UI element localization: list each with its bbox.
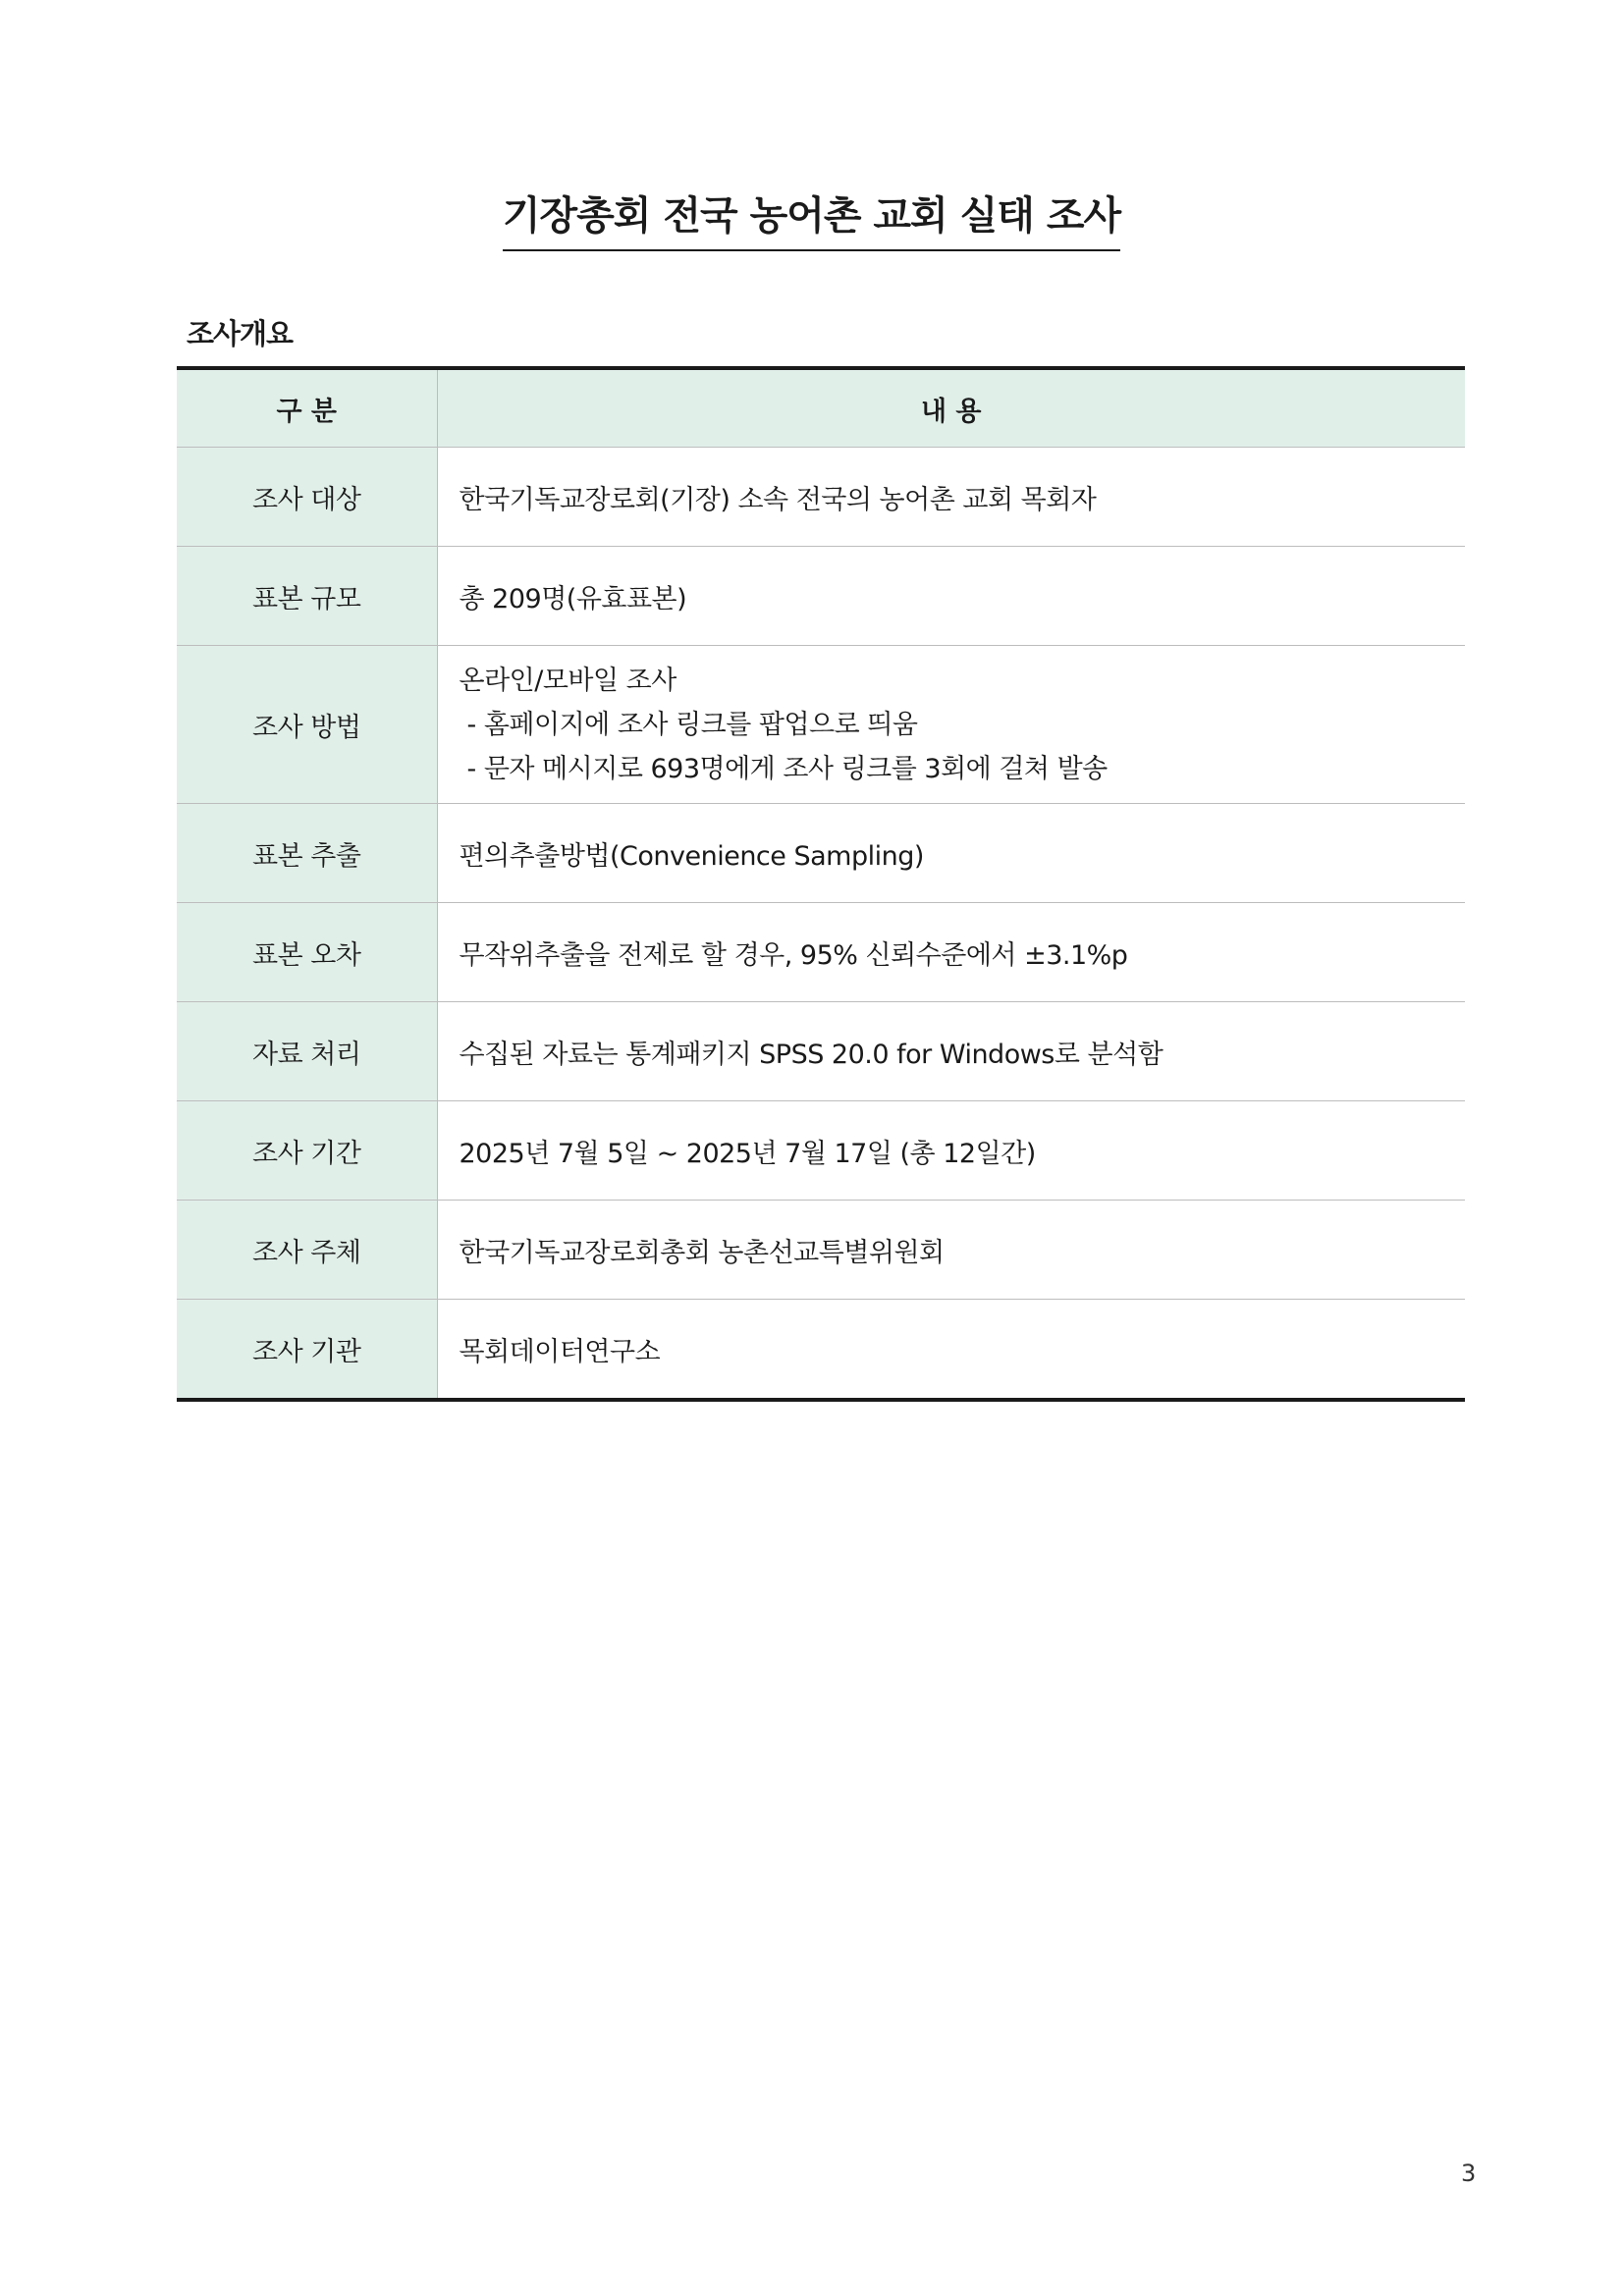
title-container [0, 192, 1623, 251]
survey-overview-table [177, 366, 1465, 1402]
document-title: 기장총회 전국 농어촌 교회 실태 조사 [503, 192, 1120, 251]
table-header-row [177, 368, 1465, 448]
row-label: 표본 추출 [177, 804, 437, 903]
header-content: 내 용 [437, 368, 1465, 448]
row-label: 표본 오차 [177, 903, 437, 1002]
table-row [177, 1101, 1465, 1201]
row-value: 목회데이터연구소 [459, 1336, 661, 1367]
row-value-group [437, 646, 1465, 804]
table-row [177, 1300, 1465, 1401]
row-label: 조사 주체 [177, 1201, 437, 1300]
row-label: 조사 대상 [177, 448, 437, 547]
row-value: 무작위추출을 전제로 할 경우, 95% 신뢰수준에서 ±3.1%p [437, 903, 1465, 1002]
page-number: 3 [1461, 2160, 1477, 2187]
row-value: 온라인/모바일 조사 [459, 665, 676, 696]
table-row [177, 547, 1465, 646]
row-label: 표본 규모 [177, 547, 437, 646]
row-label: 조사 방법 [177, 646, 437, 804]
row-value: 2025년 7월 5일 ~ 2025년 7월 17일 (총 12일간) [437, 1101, 1465, 1201]
row-label: 조사 기간 [177, 1101, 437, 1201]
table-row [177, 1201, 1465, 1300]
row-value: 한국기독교장로회(기장) 소속 전국의 농어촌 교회 목회자 [437, 448, 1465, 547]
row-value: 수집된 자료는 통계패키지 SPSS 20.0 for Windows로 분석함 [437, 1002, 1465, 1101]
table-row [177, 646, 1465, 804]
row-value: 편의추출방법(Convenience Sampling) [437, 804, 1465, 903]
header-category: 구 분 [177, 368, 437, 448]
row-label: 조사 기관 [177, 1300, 437, 1401]
row-value: 한국기독교장로회총회 농촌선교특별위원회 [437, 1201, 1465, 1300]
method-item: - 홈페이지에 조사 링크를 팝업으로 띄움 [466, 709, 918, 740]
table-row [177, 804, 1465, 903]
method-item: - 문자 메시지로 693명에게 조사 링크를 3회에 걸쳐 발송 [466, 753, 1108, 784]
table-row [177, 448, 1465, 547]
table-row [177, 1002, 1465, 1101]
row-value: 총 209명(유효표본) [437, 547, 1465, 646]
table-row [177, 903, 1465, 1002]
row-label: 자료 처리 [177, 1002, 437, 1101]
section-heading: 조사개요 [187, 317, 294, 350]
